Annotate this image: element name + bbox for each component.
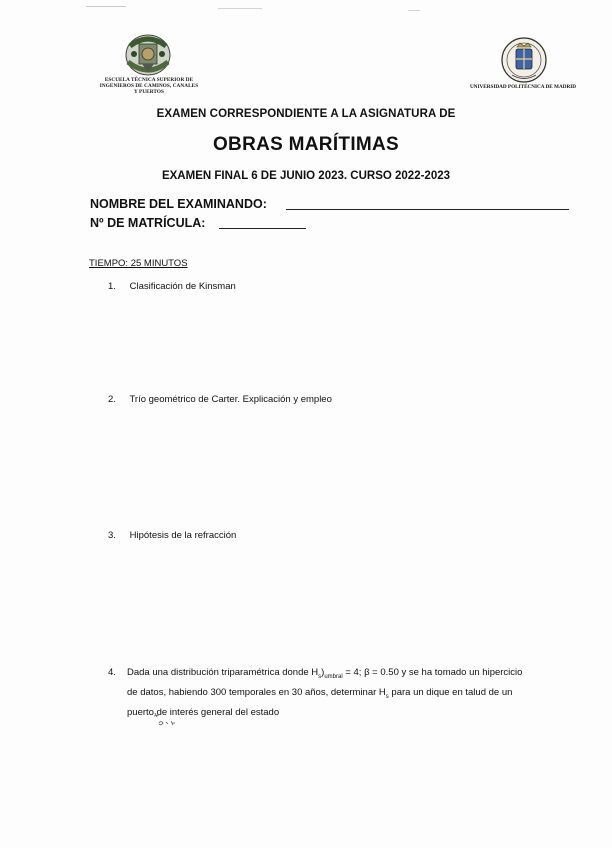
question-text: Clasificación de Kinsman bbox=[129, 281, 236, 292]
handwritten-mark bbox=[151, 709, 181, 729]
question-text: Trío geométrico de Carter. Explicación y empleo bbox=[129, 394, 332, 405]
subject-title: OBRAS MARÍTIMAS bbox=[212, 134, 400, 155]
matricula-blank-line[interactable] bbox=[219, 228, 306, 229]
exam-session: EXAMEN FINAL 6 DE JUNIO 2023. CURSO 2022-2023 bbox=[161, 170, 451, 182]
time-limit: TIEMPO: 25 MINUTOS bbox=[89, 258, 188, 269]
question-text: Hipótesis de la refracción bbox=[129, 530, 237, 541]
scan-speck bbox=[218, 8, 262, 9]
exam-heading: EXAMEN CORRESPONDIENTE A LA ASIGNATURA DE bbox=[156, 108, 456, 120]
school-name bbox=[84, 77, 214, 95]
scan-speck bbox=[86, 6, 126, 7]
school-name-line-3: Y PUERTOS bbox=[134, 89, 164, 95]
question-number: 2. bbox=[108, 394, 116, 405]
name-blank-line[interactable] bbox=[286, 209, 569, 210]
school-crest-logo bbox=[122, 32, 174, 78]
scan-speck bbox=[408, 10, 420, 11]
question-1 bbox=[108, 281, 236, 292]
question-number: 4. bbox=[108, 667, 116, 678]
matricula-label: Nº DE MATRÍCULA: bbox=[90, 216, 206, 230]
name-label: NOMBRE DEL EXAMINANDO: bbox=[90, 197, 267, 211]
question-2 bbox=[108, 394, 332, 405]
university-crest-logo bbox=[500, 35, 548, 85]
school-name-line-1: ESCUELA TÉCNICA SUPERIOR DE bbox=[104, 77, 194, 83]
question-number: 1. bbox=[108, 281, 116, 292]
university-name: UNIVERSIDAD POLITÉCNICA DE MADRID bbox=[470, 84, 576, 90]
school-name-line-2: INGENIEROS DE CAMINOS, CANALES bbox=[99, 83, 199, 89]
question-number: 3. bbox=[108, 530, 116, 541]
question-3 bbox=[108, 530, 236, 541]
question-text: Dada una distribución triparamétrica donde $H_s)_{umbral} = 4$; β = 0.50 y se ha tomado un hipercicio de datos, habiendo 300 temporales en 30 años, determinar $H_s$ para un dique en talud de un puerto de interés general del estado bbox=[127, 667, 523, 718]
